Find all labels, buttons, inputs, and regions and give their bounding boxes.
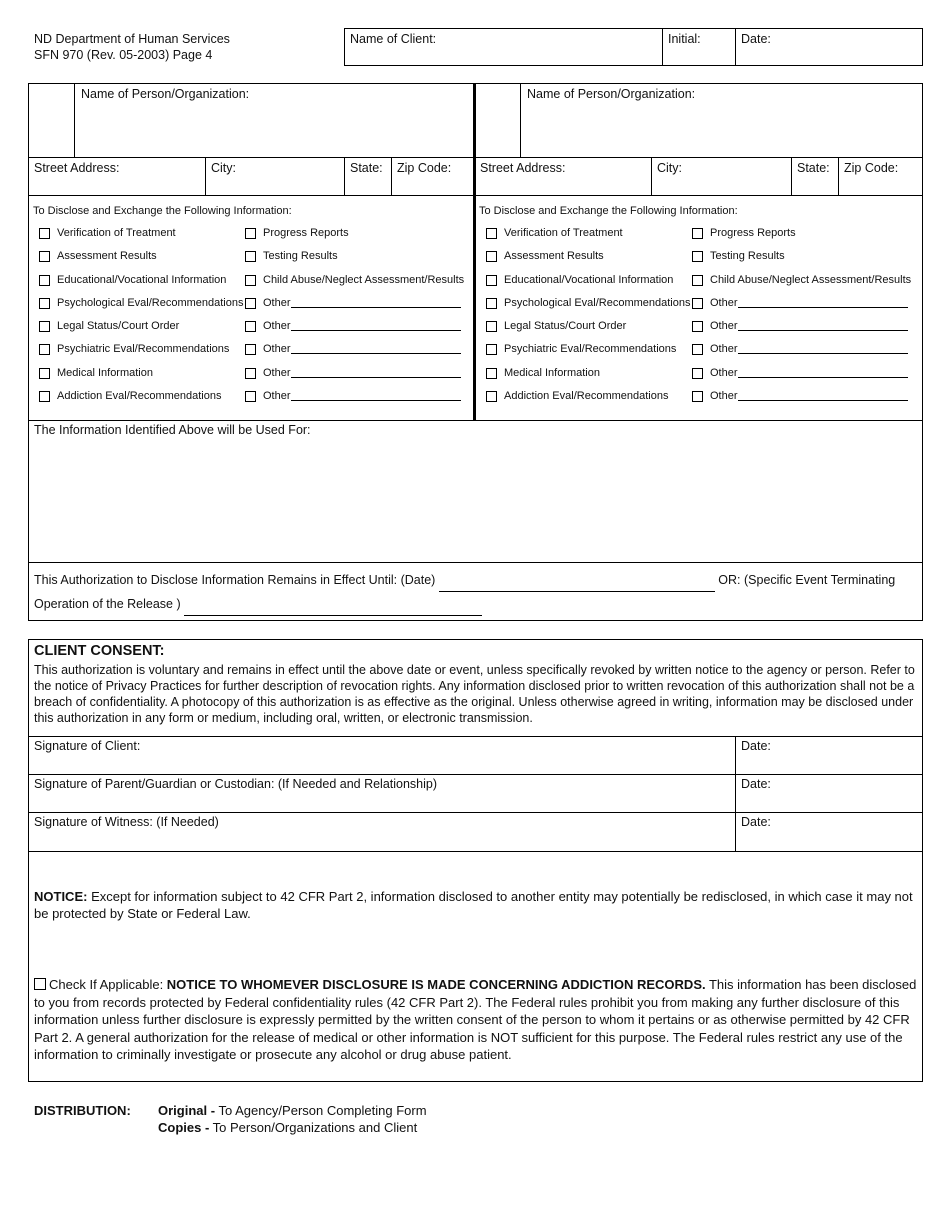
recipient-a-street-field[interactable] — [29, 158, 206, 196]
checkbox[interactable] — [245, 391, 256, 402]
item-label: Psychological Eval/Recommendations — [504, 297, 691, 309]
item-label: Legal Status/Court Order — [57, 320, 180, 332]
consent-title: CLIENT CONSENT: — [34, 643, 165, 659]
checkbox[interactable] — [486, 321, 497, 332]
recipient-b-state-field[interactable] — [792, 158, 839, 196]
recipient-b-item[interactable] — [692, 272, 911, 288]
header-date-field[interactable] — [736, 29, 922, 65]
other-blank-line[interactable] — [291, 321, 461, 331]
recipient-a-stub — [29, 84, 75, 158]
recipient-b-item[interactable] — [486, 248, 604, 264]
checkbox[interactable] — [245, 275, 256, 286]
other-blank-line[interactable] — [291, 298, 461, 308]
item-label: Assessment Results — [57, 250, 157, 262]
recipient-a-street-label: Street Address: — [34, 161, 120, 175]
item-label: Testing Results — [263, 250, 338, 262]
recipient-b-address-row — [475, 158, 923, 196]
checkbox[interactable] — [39, 275, 50, 286]
item-label: Other — [263, 390, 291, 402]
signature-divider — [29, 851, 922, 852]
used-for-field[interactable] — [29, 420, 922, 563]
recipient-a-item[interactable] — [39, 295, 243, 311]
recipient-a-panel — [29, 84, 475, 420]
recipient-a-item[interactable] — [245, 388, 461, 404]
recipient-b-street-field[interactable] — [475, 158, 652, 196]
recipient-b-item[interactable] — [486, 365, 600, 381]
item-label: Educational/Vocational Information — [57, 274, 227, 286]
parent-signature-row — [29, 774, 922, 812]
recipient-b-item[interactable] — [692, 388, 908, 404]
recipient-a-state-field[interactable] — [345, 158, 392, 196]
item-label: Addiction Eval/Recommendations — [504, 390, 669, 402]
other-blank-line[interactable] — [738, 368, 908, 378]
recipient-b-item[interactable] — [486, 318, 626, 334]
parent-signature-label: Signature of Parent/Guardian or Custodian: (If Needed and Relationship) — [34, 777, 438, 791]
recipient-a-zip-label: Zip Code: — [397, 161, 452, 175]
date-label: Date: — [741, 739, 771, 753]
recipient-b-street-label: Street Address: — [480, 161, 566, 175]
parent-signature-date-field[interactable] — [735, 775, 923, 813]
client-initial-label: Initial: — [668, 32, 701, 46]
recipient-a-item[interactable] — [245, 318, 461, 334]
recipient-b-city-field[interactable] — [652, 158, 792, 196]
item-label: Testing Results — [710, 250, 785, 262]
distribution-list — [158, 1102, 427, 1136]
addiction-notice-heading: NOTICE TO WHOMEVER DISCLOSURE IS MADE CONCERNING ADDICTION RECORDS. — [166, 977, 706, 992]
terminating-event-line[interactable] — [184, 602, 482, 616]
redisclosure-notice — [34, 888, 914, 922]
recipient-b-item[interactable] — [692, 341, 908, 357]
recipient-b-item[interactable] — [486, 341, 676, 357]
checkbox[interactable] — [39, 228, 50, 239]
recipient-b-panel — [475, 84, 923, 420]
item-label: Psychological Eval/Recommendations — [57, 297, 244, 309]
recipient-a-zip-field[interactable] — [392, 158, 473, 196]
release-operation-label: Operation of the Release ) — [34, 597, 181, 611]
checkbox[interactable] — [486, 391, 497, 402]
recipient-b-city-label: City: — [657, 161, 682, 175]
recipient-b-item[interactable] — [692, 295, 908, 311]
recipient-a-item[interactable] — [245, 341, 461, 357]
item-label: Progress Reports — [710, 227, 796, 239]
item-label: Other — [710, 320, 738, 332]
checkbox[interactable] — [39, 344, 50, 355]
recipient-b-state-label: State: — [797, 161, 830, 175]
checkbox[interactable] — [245, 251, 256, 262]
item-label: Educational/Vocational Information — [504, 274, 674, 286]
recipient-a-item[interactable] — [245, 365, 461, 381]
recipient-a-item[interactable] — [245, 248, 338, 264]
checkbox[interactable] — [486, 298, 497, 309]
recipient-b-item[interactable] — [486, 272, 673, 288]
checkbox[interactable] — [692, 368, 703, 379]
recipient-b-item[interactable] — [486, 225, 623, 241]
recipient-a-item[interactable] — [39, 248, 157, 264]
client-signature-row — [29, 736, 922, 774]
recipient-a-city-label: City: — [211, 161, 236, 175]
checkbox[interactable] — [39, 298, 50, 309]
checkbox[interactable] — [692, 275, 703, 286]
checkbox[interactable] — [245, 228, 256, 239]
recipient-b-name-field[interactable] — [475, 84, 923, 158]
item-label: Other — [263, 367, 291, 379]
client-info-box — [344, 28, 923, 66]
recipient-a-item[interactable] — [39, 272, 226, 288]
original-text: To Agency/Person Completing Form — [215, 1103, 427, 1118]
recipient-a-item[interactable] — [39, 318, 179, 334]
recipient-a-item[interactable] — [245, 225, 349, 241]
effect-until-label: This Authorization to Disclose Information Remains in Effect Until: (Date) — [34, 573, 436, 587]
recipient-b-item[interactable] — [486, 388, 668, 404]
item-label: Medical Information — [504, 367, 600, 379]
other-blank-line[interactable] — [738, 391, 908, 401]
checkbox[interactable] — [486, 344, 497, 355]
checkbox[interactable] — [692, 298, 703, 309]
item-label: Child Abuse/Neglect Assessment/Results — [263, 274, 465, 286]
recipient-a-address-row — [29, 158, 475, 196]
recipient-a-item[interactable] — [39, 341, 229, 357]
checkbox[interactable] — [692, 391, 703, 402]
item-label: Medical Information — [57, 367, 153, 379]
item-label: Addiction Eval/Recommendations — [57, 390, 222, 402]
recipient-a-item[interactable] — [39, 225, 176, 241]
recipient-b-zip-label: Zip Code: — [844, 161, 899, 175]
checkbox[interactable] — [486, 368, 497, 379]
item-label: Verification of Treatment — [57, 227, 176, 239]
other-blank-line[interactable] — [738, 344, 908, 354]
addiction-notice-text: This information has been disclosed to you from records protected by Federal confidentiality rules (42 CFR Part 2). The Federal rules prohibit you from making any further disclosure of this information unless further disclosure is expressly permitted by the written consent of the person to whom it pertains or as otherwise permitted by 42 CFR Part 2. A general authorization for the release of medical or other information is NOT sufficient for this purpose. The Federal rules restrict any use of the information to criminally investigate or prosecute any alcohol or drug abuse patient. — [34, 977, 917, 1062]
checkbox[interactable] — [245, 368, 256, 379]
copies-text: To Person/Organizations and Client — [209, 1120, 418, 1135]
copies-label: Copies - — [158, 1120, 210, 1135]
client-initial-field[interactable] — [663, 29, 736, 65]
recipient-a-item[interactable] — [39, 365, 153, 381]
distribution-label: DISTRIBUTION: — [34, 1103, 131, 1118]
original-label: Original - — [158, 1103, 216, 1118]
item-label: Psychiatric Eval/Recommendations — [504, 343, 677, 355]
other-blank-line[interactable] — [738, 321, 908, 331]
header-date-label: Date: — [741, 32, 771, 46]
other-blank-line[interactable] — [738, 298, 908, 308]
authorization-effect — [34, 568, 919, 616]
checkbox[interactable] — [486, 251, 497, 262]
recipient-a-item[interactable] — [245, 295, 461, 311]
recipient-a-name-field[interactable] — [29, 84, 475, 158]
recipient-b-disclose-title: To Disclose and Exchange the Following Information: — [479, 205, 738, 217]
recipient-a-state-label: State: — [350, 161, 383, 175]
client-name-label: Name of Client: — [350, 32, 437, 46]
item-label: Psychiatric Eval/Recommendations — [57, 343, 230, 355]
item-label: Legal Status/Court Order — [504, 320, 627, 332]
checkbox[interactable] — [245, 321, 256, 332]
checkbox[interactable] — [39, 368, 50, 379]
date-label: Date: — [741, 815, 771, 829]
checkbox[interactable] — [245, 344, 256, 355]
recipient-a-disclose-title: To Disclose and Exchange the Following Information: — [33, 205, 292, 217]
checkbox[interactable] — [39, 391, 50, 402]
item-label: Other — [710, 390, 738, 402]
effect-date-line[interactable] — [439, 578, 715, 592]
other-blank-line[interactable] — [291, 344, 461, 354]
addiction-records-notice — [34, 976, 918, 1064]
recipient-b-name-label: Name of Person/Organization: — [527, 87, 696, 101]
checkbox[interactable] — [692, 344, 703, 355]
other-blank-line[interactable] — [291, 391, 461, 401]
form-id: SFN 970 (Rev. 05-2003) Page 4 — [34, 48, 213, 62]
item-label: Other — [263, 320, 291, 332]
client-consent-section — [28, 639, 923, 1082]
notice-text: Except for information subject to 42 CFR Part 2, information disclosed to another entity may potentially be redisclosed, in which case it may not be protected by State or Federal Law. — [34, 889, 913, 921]
item-label: Progress Reports — [263, 227, 349, 239]
recipient-b-item[interactable] — [692, 365, 908, 381]
consent-body: This authorization is voluntary and remains in effect until the above date or event, unless specifically revoked by written notice to the agency or person. Refer to the notice of Privacy Practices for further description of revocation rights. Any information disclosed prior to written revocation of this authorization shall not be a breach of confidentiality. A photocopy of this authorization is as effective as the original. Unless otherwise agreed in writing, information may be disclosed under this authorization in any form or medium, including oral, written, or electronic transmission. — [34, 663, 915, 725]
checkbox[interactable] — [692, 228, 703, 239]
recipient-b-item[interactable] — [692, 225, 796, 241]
recipient-a-item[interactable] — [39, 388, 221, 404]
notice-bold-label: NOTICE: — [34, 889, 88, 904]
client-signature-label: Signature of Client: — [34, 739, 141, 753]
recipient-b-item[interactable] — [486, 295, 690, 311]
item-label: Other — [710, 367, 738, 379]
recipient-b-item[interactable] — [692, 248, 785, 264]
witness-signature-date-field[interactable] — [735, 813, 923, 852]
checkbox[interactable] — [486, 228, 497, 239]
recipient-b-item[interactable] — [692, 318, 908, 334]
item-label: Other — [263, 343, 291, 355]
recipient-b-zip-field[interactable] — [839, 158, 923, 196]
terminating-event-label: OR: (Specific Event Terminating — [718, 573, 896, 587]
form-header — [34, 31, 230, 63]
client-signature-date-field[interactable] — [735, 737, 923, 775]
recipient-b-stub — [475, 84, 521, 158]
witness-signature-row — [29, 812, 922, 851]
other-blank-line[interactable] — [291, 368, 461, 378]
item-label: Other — [710, 343, 738, 355]
checkbox[interactable] — [39, 251, 50, 262]
checkbox[interactable] — [692, 321, 703, 332]
item-label: Other — [710, 297, 738, 309]
used-for-label: The Information Identified Above will be Used For: — [34, 423, 311, 437]
date-label: Date: — [741, 777, 771, 791]
checkbox[interactable] — [486, 275, 497, 286]
recipient-a-city-field[interactable] — [206, 158, 345, 196]
recipient-a-name-label: Name of Person/Organization: — [81, 87, 250, 101]
check-if-applicable-checkbox[interactable] — [34, 978, 46, 990]
disclosure-section — [28, 83, 923, 621]
checkbox[interactable] — [245, 298, 256, 309]
item-label: Verification of Treatment — [504, 227, 623, 239]
item-label: Child Abuse/Neglect Assessment/Results — [710, 274, 912, 286]
checkbox[interactable] — [692, 251, 703, 262]
item-label: Other — [263, 297, 291, 309]
department-name: ND Department of Human Services — [34, 32, 230, 46]
recipient-a-item[interactable] — [245, 272, 464, 288]
checkbox[interactable] — [39, 321, 50, 332]
check-if-applicable-label: Check If Applicable: — [49, 977, 167, 992]
item-label: Assessment Results — [504, 250, 604, 262]
client-name-field[interactable] — [345, 29, 663, 65]
witness-signature-label: Signature of Witness: (If Needed) — [34, 815, 219, 829]
